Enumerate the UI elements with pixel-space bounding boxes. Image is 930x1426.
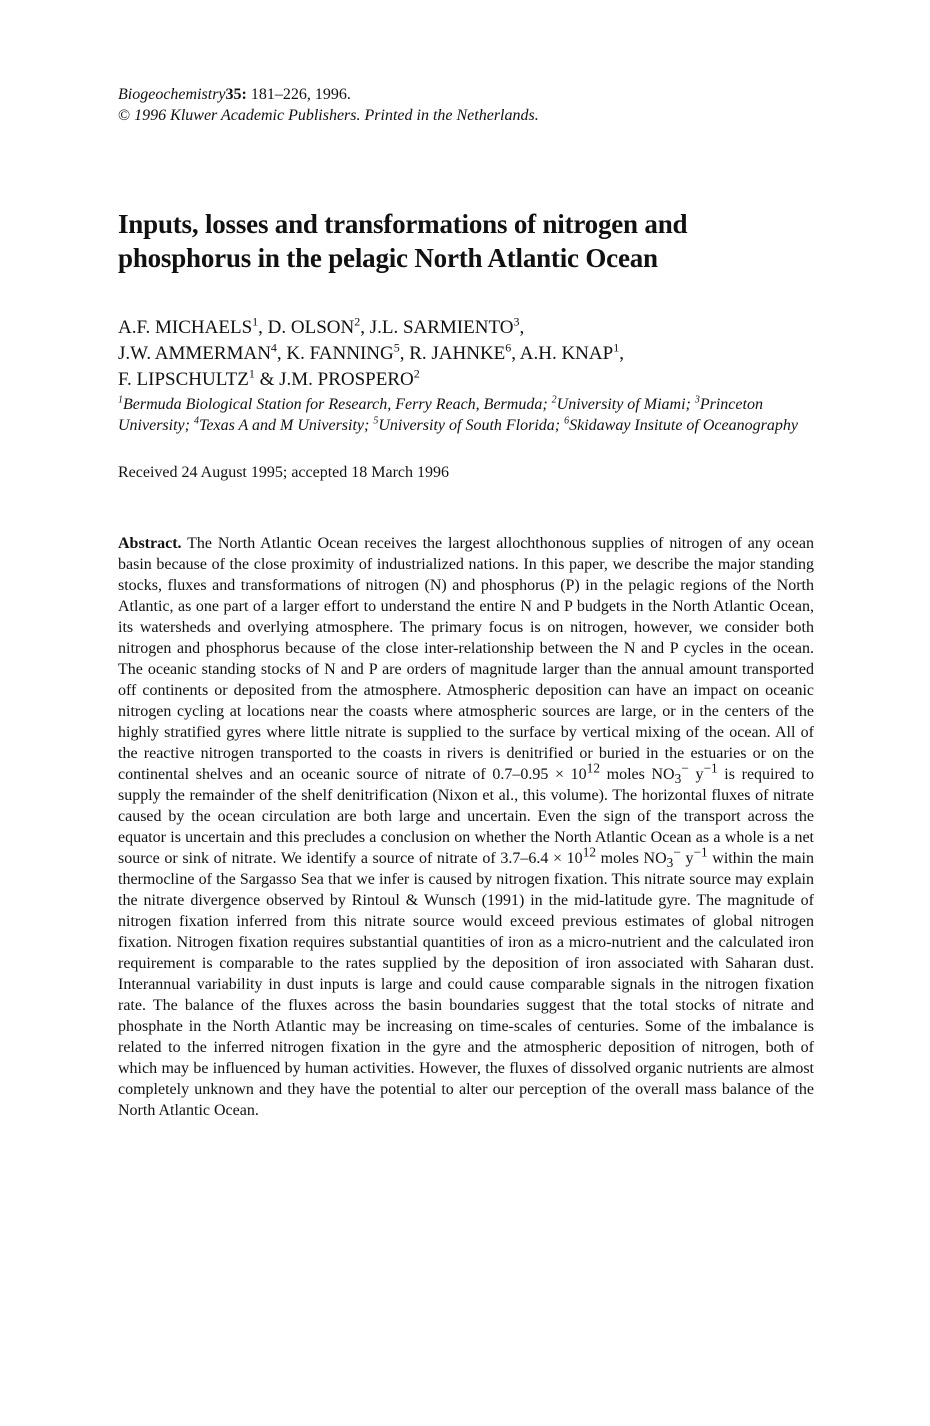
title-line-2: phosphorus in the pelagic North Atlantic Ocean: [118, 243, 658, 273]
author: R. JAHNKE: [409, 343, 506, 364]
affil-mark: 2: [551, 394, 557, 406]
author: J.W. AMMERMAN: [118, 343, 271, 364]
abstract-text-3: within the main thermocline of the Sargasso Sea that we infer is caused by nitrogen fixation. This nitrate source may explain the nitrate divergence observed by Rintoul & Wunsch (1991) in the mid-latitude gyre. The magnitude of nitrogen fixation inferred from this nitrate source would exceed previous estimates of global nitrogen fixation. Nitrogen fixation requires substantial quantities of iron as a micro-nutrient and the calculated iron requirement is comparable to the rates supplied by the deposition of iron associated with Saharan dust. Interannual variability in dust inputs is large and could cause comparable signals in the nitrogen fixation rate. The balance of the fluxes across the basin boundaries suggest that the total stocks of nitrate and phosphate in the North Atlantic may be increasing on time-scales of centuries. Some of the imbalance is related to the inferred nitrogen fixation in the gyre and the atmospheric deposition of nitrogen, both of which may be influenced by human activities. However, the fluxes of dissolved organic nutrients are almost completely unknown and they have the potential to alter our perception of the overall mass balance of the North Atlantic Ocean.: [118, 850, 814, 1119]
citation-line: [118, 84, 814, 105]
author-affil-mark: 1: [248, 366, 255, 381]
author-affil-mark: 2: [413, 366, 420, 381]
author-line-2: [118, 341, 814, 367]
exponent: −1: [703, 760, 718, 776]
superscript: −: [681, 760, 689, 776]
title-line-1: Inputs, losses and transformations of nitrogen and: [118, 209, 688, 239]
author-separator: &: [254, 369, 280, 390]
author: K. FANNING: [286, 343, 394, 364]
received-dates: Received 24 August 1995; accepted 18 March 1996: [118, 464, 450, 481]
author-affil-mark: 3: [513, 314, 520, 329]
journal-header: [118, 84, 814, 126]
journal-pages-year: 181–226, 1996.: [250, 86, 351, 103]
abstract-text-2: is required to supply the remainder of the shelf denitrification (Nixon et al., this volume). The horizontal fluxes of nitrate caused by the ocean circulation are both large and uncertain. Even the sign of the transport across the equator is uncertain and this precludes a conclusion on whether the North Atlantic Ocean as a whole is a net source or sink of nitrate. We identify a source of nitrate of 3.7–6.4 × 10: [118, 766, 815, 867]
author: J.L. SARMIENTO: [369, 317, 514, 338]
copyright-text: 1996 Kluwer Academic Publishers. Printed in the Netherlands.: [134, 107, 539, 124]
exponent: 12: [586, 760, 600, 776]
affiliation: University of Miami;: [556, 396, 691, 413]
journal-volume: 35:: [225, 86, 247, 103]
author-separator: ,: [276, 343, 287, 364]
author-affil-mark: 1: [252, 314, 259, 329]
affiliation: Bermuda Biological Station for Research, Ferry Reach, Bermuda;: [123, 396, 552, 413]
subscript: 3: [666, 855, 674, 871]
affil-mark: 5: [373, 415, 379, 427]
affiliation: University of South Florida;: [378, 417, 565, 434]
affil-mark: 3: [694, 394, 700, 406]
author-affil-mark: 5: [393, 340, 400, 355]
abstract: [118, 533, 814, 1121]
author-line-1: [118, 315, 814, 341]
affil-mark: 1: [118, 394, 123, 406]
author-affil-mark: 6: [505, 340, 512, 355]
affil-mark: 4: [193, 415, 199, 427]
exponent: −1: [693, 844, 708, 860]
superscript: −: [673, 844, 681, 860]
units-text: moles NO: [599, 766, 675, 783]
author-separator: ,: [399, 343, 410, 364]
author-separator: ,: [511, 343, 520, 364]
author: A.F. MICHAELS: [118, 317, 253, 338]
affiliation: Skidaway Insitute of Oceanography: [569, 417, 798, 434]
author-list: [118, 315, 814, 393]
copyright-icon: ©: [118, 107, 131, 124]
author-line-3: [118, 367, 814, 393]
units-text: y: [680, 850, 694, 867]
author-separator: ,: [519, 317, 525, 338]
subscript: 3: [674, 771, 682, 787]
exponent: 12: [582, 844, 597, 860]
copyright-line: [118, 105, 814, 126]
author: F. LIPSCHULTZ: [118, 369, 249, 390]
affiliation: Princeton University;: [118, 396, 763, 434]
affil-mark: 6: [564, 415, 570, 427]
author-affil-mark: 1: [613, 340, 620, 355]
author: D. OLSON: [267, 317, 355, 338]
affiliations: [118, 394, 814, 436]
author: J.M. PROSPERO: [279, 369, 414, 390]
author-separator: ,: [360, 317, 370, 338]
paper-title: [118, 207, 814, 275]
author-separator: ,: [619, 343, 624, 364]
author-affil-mark: 4: [270, 340, 277, 355]
author-affil-mark: 2: [354, 314, 361, 329]
affiliation: Texas A and M University;: [198, 417, 374, 434]
journal-name: Biogeochemistry: [118, 86, 226, 103]
units-text: y: [688, 766, 704, 783]
author-separator: ,: [258, 317, 268, 338]
abstract-label: Abstract.: [118, 535, 182, 552]
abstract-text-1: The North Atlantic Ocean receives the largest allochthonous supplies of nitrogen of any ocean basin because of the close proximity of industrialized nations. In this paper, we describe the major standing stocks, fluxes and transformations of nitrogen (N) and phosphorus (P) in the pelagic regions of the North Atlantic, as one part of a larger effort to understand the entire N and P budgets in the North Atlantic Ocean, its watersheds and overlying atmosphere. The primary focus is on nitrogen, however, we consider both nitrogen and phosphorus because of the close inter-relationship between the N and P cycles in the ocean. The oceanic standing stocks of N and P are orders of magnitude larger than the annual amount transported off continents or deposited from the atmosphere. Atmospheric deposition can have an impact on oceanic nitrogen cycling at locations near the coasts where atmospheric sources are large, or in the centers of the highly stratified gyres where little nitrate is supplied to the surface by vertical mixing of the ocean. All of the reactive nitrogen transported to the coasts in rivers is denitrified or buried in the estuaries or on the continental shelves and an oceanic source of nitrate of 0.7–0.95 × 10: [118, 535, 814, 783]
paper-page: [118, 84, 814, 1121]
author: A.H. KNAP: [519, 343, 614, 364]
units-text: moles NO: [596, 850, 667, 867]
